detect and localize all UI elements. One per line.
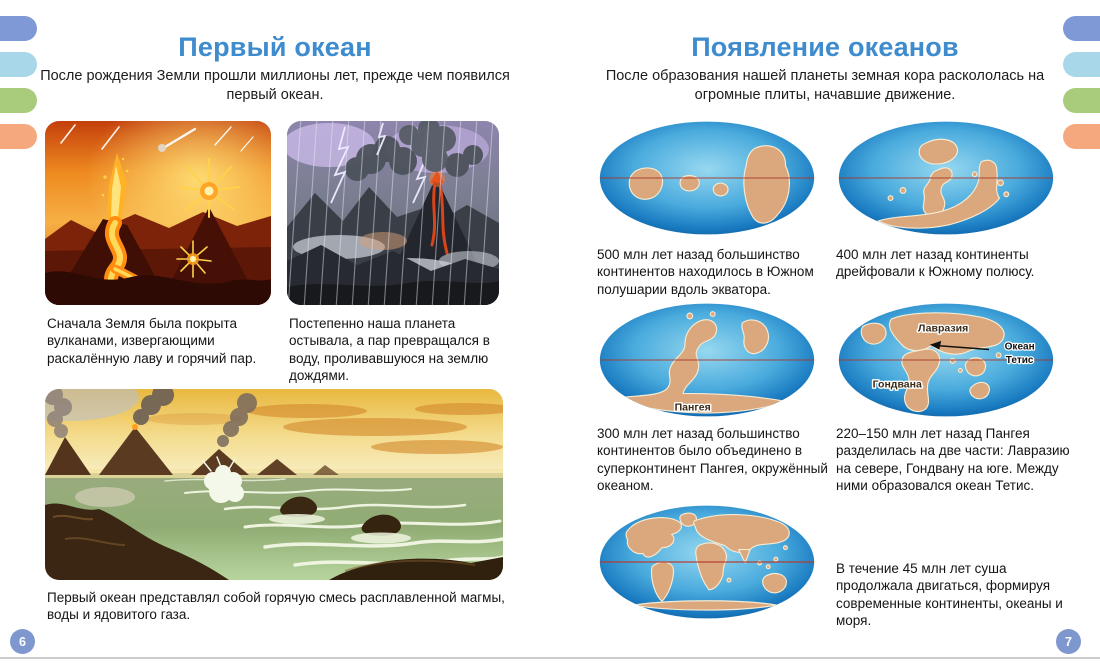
- globe-400-mya: [836, 117, 1056, 239]
- storm-rain-scene: [287, 121, 499, 305]
- page-subtitle-left: После рождения Земли прошли миллионы лет, прежде чем появился первый океан.: [40, 68, 510, 104]
- figure-caption: Постепенно наша планета остывала, а пар превращался в воду, проливавшуюся на землю дождями.: [289, 316, 490, 383]
- globe-500-mya: [597, 117, 817, 239]
- first-ocean-scene: [45, 389, 503, 580]
- edge-tab-green-left: [0, 88, 37, 113]
- edge-tab-orange-right: [1063, 124, 1100, 149]
- figure-caption: Первый океан представлял собой горячую смесь расплавленной магмы, воды и ядовитого газа.: [47, 590, 505, 623]
- pangea-label: Пангея: [674, 401, 711, 414]
- gondwana-label: Гондвана: [872, 378, 922, 391]
- page-number-right: 7: [1056, 629, 1081, 654]
- globe-300-mya-pangea: [597, 299, 817, 421]
- tethys-ocean-label-line2: Тетис: [1005, 354, 1034, 366]
- page-bottom-edge: [0, 657, 1100, 659]
- volcano-lava-scene: [45, 121, 271, 305]
- tethys-ocean-label-line1: Океан: [1004, 341, 1035, 353]
- page-number-left: 6: [10, 629, 35, 654]
- cooling-storm-illustration: [287, 121, 499, 305]
- globe-220-150-mya: [836, 299, 1056, 421]
- page-subtitle-right: После образования нашей планеты земная кора раскололась на огромные плиты, начавшие движение.: [605, 68, 1045, 104]
- page-title-left: Первый океан: [178, 32, 372, 62]
- volcanic-earth-illustration: [45, 121, 271, 305]
- globe-modern: [597, 501, 817, 623]
- figure-caption: Сначала Земля была покрыта вулканами, извергающими раскалённую лаву и горячий пар.: [47, 316, 257, 366]
- globe-caption: В течение 45 млн лет суша продолжала двигаться, формируя современные континенты, океаны и моря.: [836, 561, 1063, 628]
- page-title-right: Появление океанов: [691, 32, 959, 62]
- globe-caption: 500 млн лет назад большинство континентов находилось в Южном полушарии вдоль экватора.: [597, 247, 814, 297]
- edge-tab-orange-left: [0, 124, 37, 149]
- edge-tab-green-right: [1063, 88, 1100, 113]
- laurasia-label: Лавразия: [918, 322, 969, 335]
- first-ocean-illustration: [45, 389, 503, 580]
- globe-caption: 400 млн лет назад континенты дрейфовали к Южному полюсу.: [836, 247, 1035, 280]
- globe-caption: 300 млн лет назад большинство континентов было объединено в суперконтинент Пангея, окружённый океаном.: [597, 426, 828, 493]
- globe-caption: 220–150 млн лет назад Пангея разделилась на две части: Лавразию на севере, Гондвану на юге. Между ними образовался океан Тетис.: [836, 426, 1070, 493]
